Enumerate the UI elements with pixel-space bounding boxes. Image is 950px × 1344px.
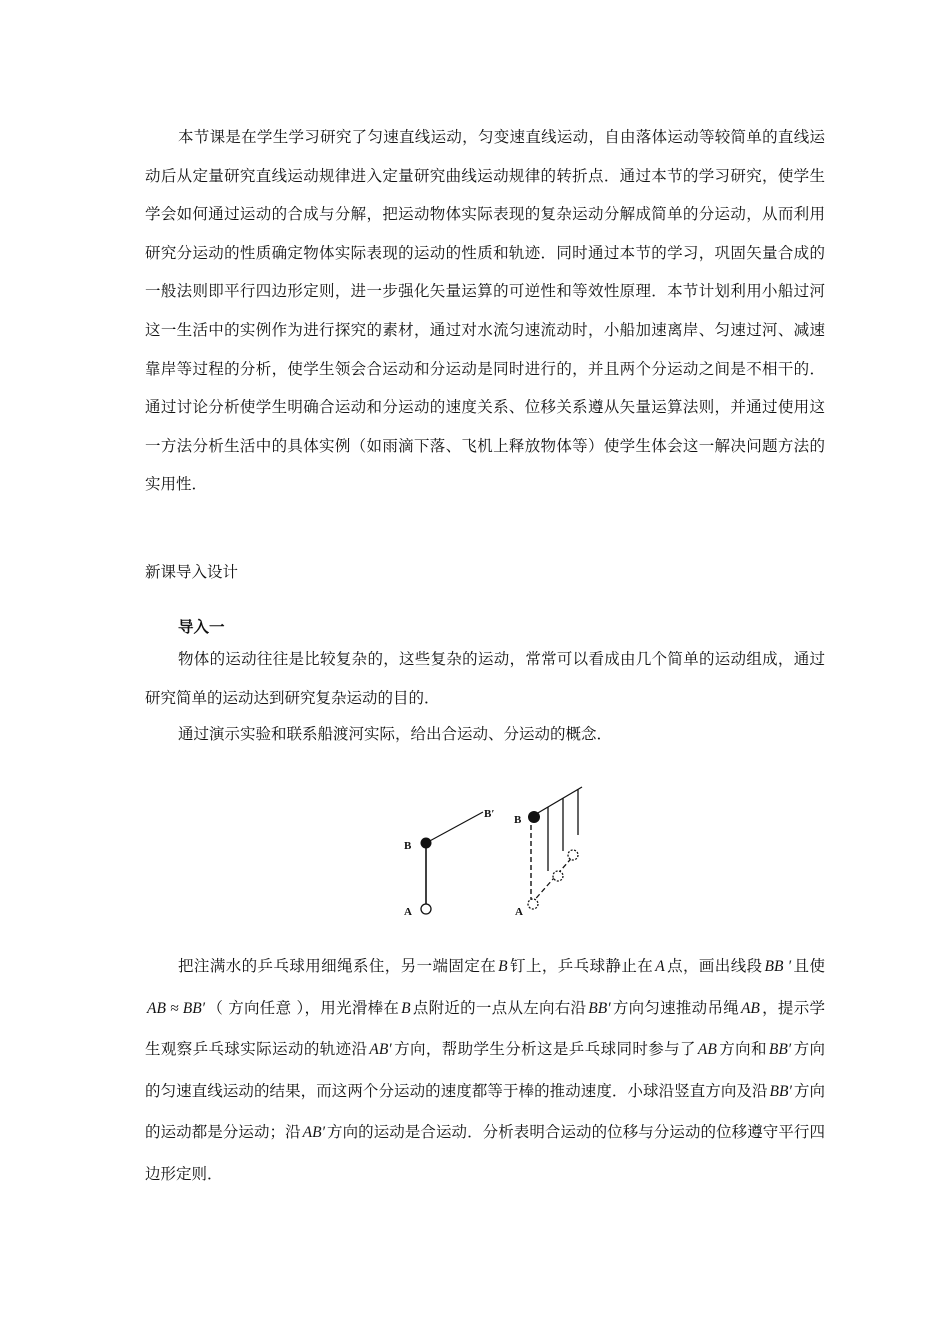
math-symbol: AB ≈ BB′ (147, 999, 206, 1017)
label-b-right: B (514, 814, 522, 826)
text-span: （ 方向任意 ），用光滑棒在 (207, 998, 400, 1017)
text-span: 点附近的一点从左向右沿 (412, 998, 587, 1017)
math-symbol: AB′ (302, 1124, 325, 1141)
subheading-intro-one: 导入一 (178, 617, 225, 636)
ball-position-2 (553, 871, 563, 881)
section-heading-design: 新课导入设计 (145, 563, 239, 581)
lesson-overview-paragraph: 本节课是在学生学习研究了匀速直线运动，匀变速直线运动，自由落体运动等较简单的直线运动后从定量研究直线运动规律进入定量研究曲线运动规律的转折点．通过本节的学习研究，使学生学会如何通过运动的合成与分解，把运动物体实际表现的复杂运动分解成简单的分运动，从而利用研究分运动的性质确定物体实际表现的运动的性质和轨迹．同时通过本节的学习，巩固矢量合成的一般法则即平行四边形定则，进一步强化矢量运算的可逆性和等效性原理．本节计划利用小船过河这一生活中的实例作为进行探究的素材，通过对水流匀速流动时，小船加速离岸、匀速过河、减速靠岸等过程的分析，使学生领会合运动和分运动是同时进行的，并且两个分运动之间是不相干的．通过讨论分析使学生明确合运动和分运动的速度关系、位移关系遵从矢量运算法则，并通过使用这一方法分析生活中的具体实例（如雨滴下落、飞机上释放物体等）使学生体会这一解决问题方法的实用性． (145, 128, 825, 494)
text-span: 钉上，乒乓球静止在 (509, 957, 654, 975)
line-bb-prime (426, 812, 483, 843)
ball-a (421, 904, 431, 914)
sliding-rod (531, 787, 582, 817)
point-b-filled-right (528, 811, 540, 823)
left-diagram (404, 808, 494, 918)
math-symbol: BB′ (768, 1041, 792, 1058)
math-symbol: B (401, 999, 411, 1017)
experiment-description-paragraph (145, 946, 825, 1194)
label-a: A (404, 906, 412, 918)
math-symbol: BB ′ (764, 958, 792, 975)
label-b: B (404, 840, 412, 852)
text-span: 方向的匀速直线运动的结果，而这两个分运动的速度都等于棒的推动速度．小球沿竖直方向及沿 (145, 1040, 825, 1100)
label-b-prime: B′ (484, 808, 495, 820)
text-span: 且使 (793, 957, 825, 975)
text-span: 方向匀速推动吊绳 (612, 998, 739, 1017)
point-b-filled (421, 838, 432, 849)
text-span: 方向和 (718, 1040, 767, 1058)
text-span: 方向的运动是合运动．分析表明合运动的位移与分运动的位移遵守平行四边形定则． (145, 1123, 825, 1183)
ball-position-1 (528, 899, 538, 909)
intro-paragraph: 物体的运动往往是比较复杂的，这些复杂的运动，常常可以看成由几个简单的运动组成，通过研究简单的运动达到研究复杂运动的目的． (145, 650, 825, 707)
label-a-right: A (515, 906, 523, 918)
text-span: ，提示学生观察乒乓球实际运动的轨迹沿 (145, 998, 825, 1058)
text-span: 方向的运动都是分运动；沿 (145, 1081, 825, 1141)
math-symbol: B (498, 958, 508, 975)
demo-sentence: 通过演示实验和联系船渡河实际，给出合运动、分运动的概念． (178, 725, 613, 743)
text-span: 把注满水的乒乓球用细绳系住，另一端固定在 (178, 957, 497, 975)
text-span: 方向，帮助学生分析这是乒乓球同时参与了 (393, 1040, 696, 1058)
math-symbol: BB′ (769, 1082, 792, 1100)
dashed-trajectory (531, 853, 576, 904)
math-symbol: AB′ (369, 1041, 392, 1058)
math-symbol: BB′ (588, 999, 611, 1017)
math-symbol: AB (740, 999, 760, 1017)
math-symbol: AB (697, 1041, 717, 1058)
ball-position-3 (568, 850, 578, 860)
right-diagram (514, 787, 582, 918)
math-symbol: A (655, 958, 665, 975)
text-span: 点，画出线段 (666, 957, 763, 975)
ping-pong-experiment-figure (400, 785, 590, 920)
